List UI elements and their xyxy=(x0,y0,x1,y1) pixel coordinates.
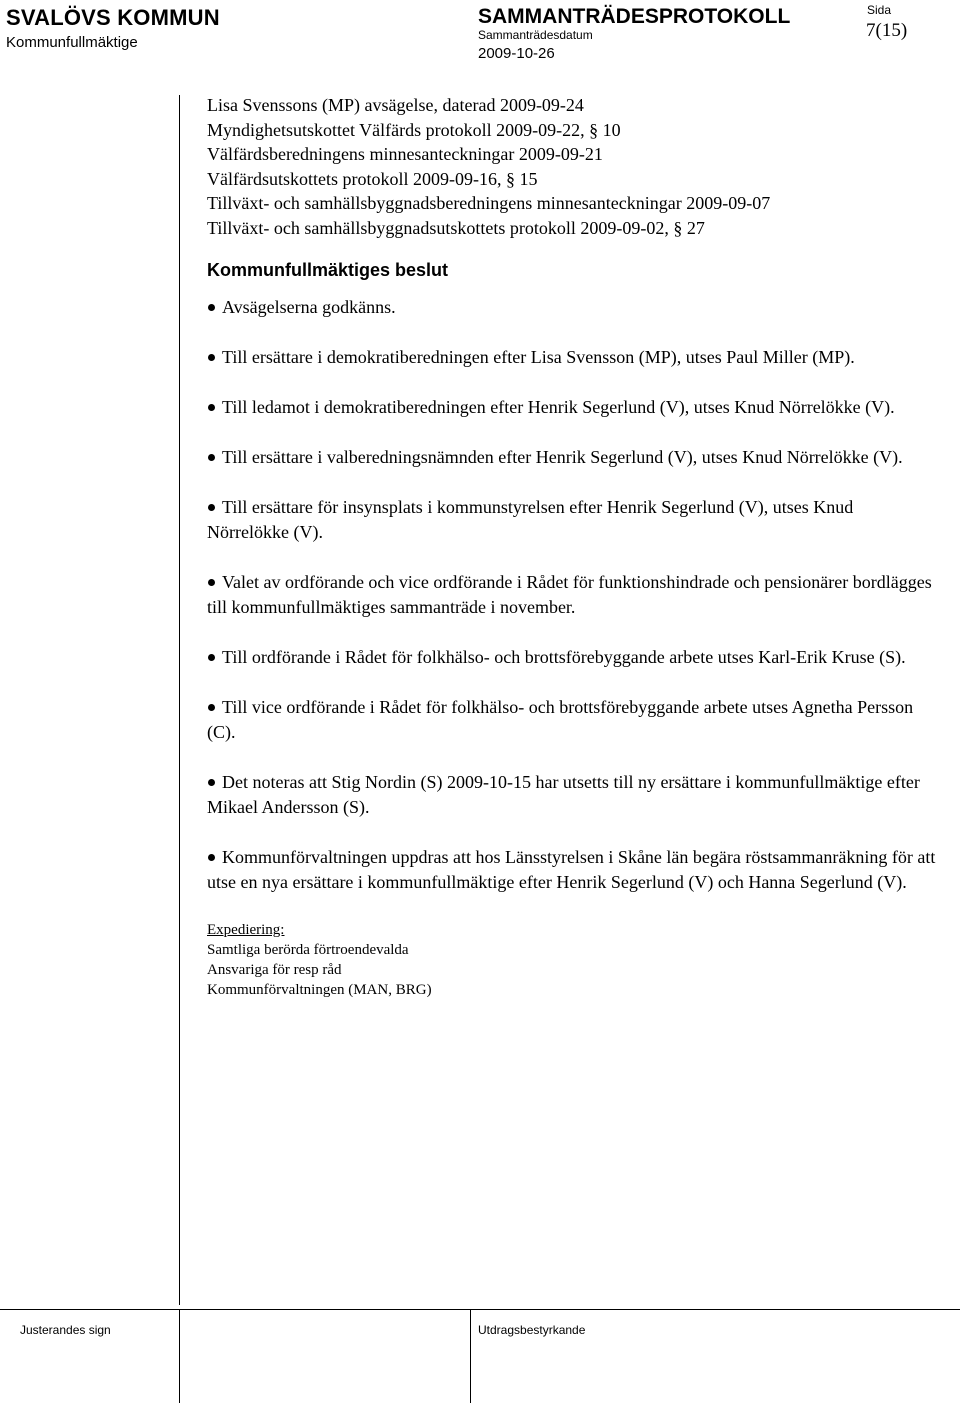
margin-rule xyxy=(179,95,180,1305)
decision-item xyxy=(207,295,937,320)
reference-line: Välfärdsberedningens minnesanteckningar 2009-09-21 xyxy=(207,144,603,164)
reference-line: Tillväxt- och samhällsbyggnadsutskottets protokoll 2009-09-02, § 27 xyxy=(207,217,705,238)
bullet-icon xyxy=(208,304,215,311)
bullet-icon xyxy=(208,579,215,586)
expediering-block xyxy=(207,920,937,1000)
page-number: 7(15) xyxy=(866,20,908,41)
bullet-icon xyxy=(208,854,215,861)
decision-text: Till ledamot i demokratiberedningen efter Henrik Segerlund (V), utses Knud Nörrelökke (V). xyxy=(222,397,895,417)
bullet-icon xyxy=(208,504,215,511)
decision-item xyxy=(207,645,937,670)
footer-divider xyxy=(470,1309,471,1403)
expediering-recipient: Samtliga berörda förtroendevalda xyxy=(207,942,409,958)
sign-label: Justerandes sign xyxy=(20,1323,111,1337)
decision-text: Avsägelserna godkänns. xyxy=(222,297,396,317)
decision-item xyxy=(207,770,937,820)
bullet-icon xyxy=(208,454,215,461)
bullet-icon xyxy=(208,354,215,361)
decision-item xyxy=(207,570,937,620)
bullet-icon xyxy=(208,704,215,711)
expediering-title: Expediering: xyxy=(207,922,285,938)
decision-heading: Kommunfullmäktiges beslut xyxy=(207,260,449,280)
protocol-body xyxy=(207,93,937,1000)
reference-line: Tillväxt- och samhällsbyggnadsberedningens minnesanteckningar 2009-09-07 xyxy=(207,193,771,213)
expediering-recipient: Kommunförvaltningen (MAN, BRG) xyxy=(207,982,432,998)
reference-line: Lisa Svenssons (MP) avsägelse, daterad 2009-09-24 xyxy=(207,95,584,115)
decision-text: Till ordförande i Rådet för folkhälso- och brottsförebyggande arbete utses Karl-Erik Kruse (S). xyxy=(222,647,906,667)
organization-body: Kommunfullmäktige xyxy=(6,34,138,51)
decision-text: Kommunförvaltningen uppdras att hos Länsstyrelsen i Skåne län begära röstsammanräkning för att utse en nya ersättare i kommunfullmäktige efter Henrik Segerlund (V) och Hanna Segerlund (V). xyxy=(207,847,936,892)
decision-text: Det noteras att Stig Nordin (S) 2009-10-15 har utsetts till ny ersättare i kommunfullmäktige efter Mikael Andersson (S). xyxy=(207,772,920,817)
footer-divider xyxy=(179,1309,180,1403)
reference-line: Välfärdsutskottets protokoll 2009-09-16, § 15 xyxy=(207,168,538,189)
meeting-date: 2009-10-26 xyxy=(478,45,555,62)
reference-line: Myndighetsutskottet Välfärds protokoll 2009-09-22, § 10 xyxy=(207,119,621,140)
decision-item xyxy=(207,395,937,420)
decision-text: Till ersättare i demokratiberedningen efter Lisa Svensson (MP), utses Paul Miller (MP). xyxy=(222,347,855,367)
meeting-date-label: Sammanträdesdatum xyxy=(478,28,593,42)
document-type: SAMMANTRÄDESPROTOKOLL xyxy=(478,5,791,28)
decision-item xyxy=(207,845,937,895)
decision-text: Till ersättare i valberedningsnämnden efter Henrik Segerlund (V), utses Knud Nörrelökke (V). xyxy=(222,447,903,467)
organization-name: SVALÖVS KOMMUN xyxy=(6,5,220,30)
decision-item xyxy=(207,495,937,545)
decision-text: Valet av ordförande och vice ordförande i Rådet för funktionshindrade och pensionärer bordlägges till kommunfullmäktiges sammanträde i november. xyxy=(207,572,932,617)
bullet-icon xyxy=(208,654,215,661)
decision-item xyxy=(207,695,937,745)
bullet-icon xyxy=(208,779,215,786)
decision-list xyxy=(207,295,937,895)
footer-rule xyxy=(0,1309,960,1310)
page-label: Sida xyxy=(867,3,892,17)
reference-list xyxy=(207,93,937,240)
decision-text: Till vice ordförande i Rådet för folkhälso- och brottsförebyggande arbete utses Agnetha Persson (C). xyxy=(207,697,914,742)
bullet-icon xyxy=(208,404,215,411)
decision-text: Till ersättare för insynsplats i kommunstyrelsen efter Henrik Segerlund (V), utses Knud Nörrelökke (V). xyxy=(207,497,854,542)
decision-item xyxy=(207,445,937,470)
expediering-recipient: Ansvariga för resp råd xyxy=(207,962,342,978)
certified-copy-label: Utdragsbestyrkande xyxy=(478,1323,586,1337)
decision-item xyxy=(207,345,937,370)
